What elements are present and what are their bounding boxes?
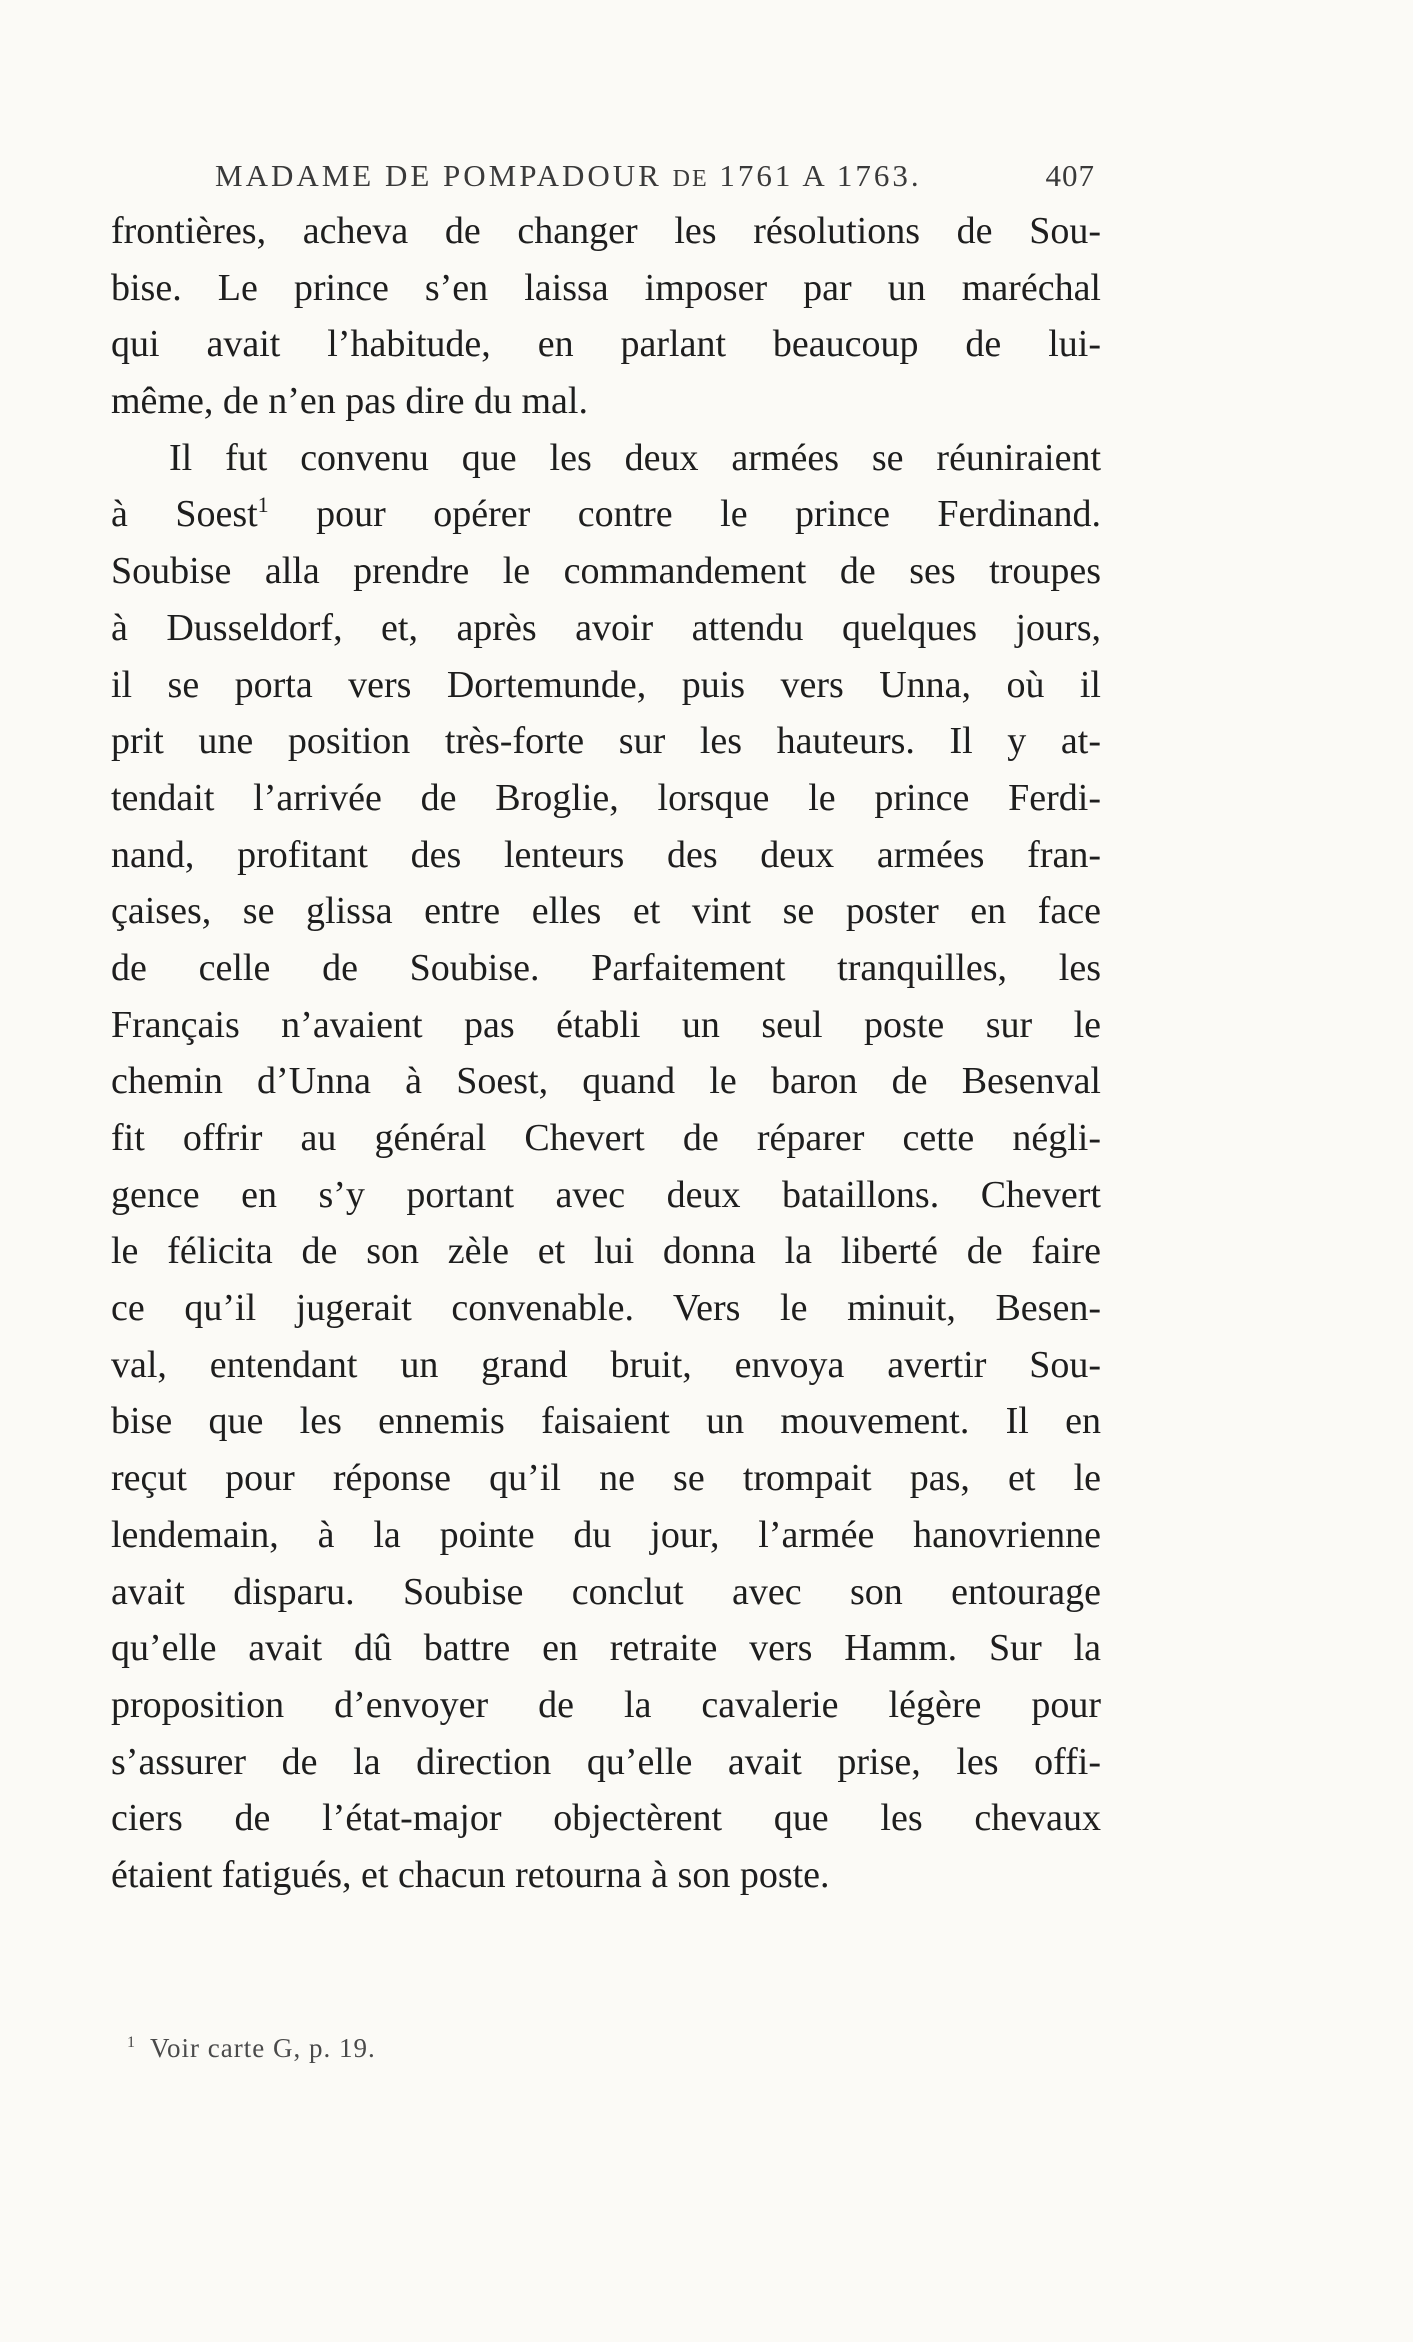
text-line: Soubise alla prendre le commandement de ses troupes: [111, 550, 1101, 593]
text-line: lendemain, à la pointe du jour, l’armée hanovrienne: [111, 1513, 1101, 1556]
text-line: le félicita de son zèle et lui donna la liberté de faire: [111, 1230, 1101, 1273]
running-head-title-years: 1761 A 1763.: [719, 158, 922, 193]
text-line: val, entendant un grand bruit, envoya avertir Sou-: [111, 1343, 1101, 1386]
running-head-title-small: DE: [672, 166, 709, 192]
text-line: prit une position très-forte sur les hauteurs. Il y at-: [111, 720, 1101, 763]
text-line-with-footnote: [111, 486, 1101, 543]
text-fragment: pour opérer contre le prince Ferdinand.: [268, 493, 1101, 536]
running-head-title-main: MADAME DE POMPADOUR: [215, 158, 662, 193]
text-line: s’assurer de la direction qu’elle avait prise, les offi-: [111, 1740, 1101, 1783]
footnote: [127, 2033, 376, 2064]
text-line: même, de n’en pas dire du mal.: [111, 380, 588, 423]
text-line: qu’elle avait dû battre en retraite vers Hamm. Sur la: [111, 1627, 1101, 1670]
text-line: reçut pour réponse qu’il ne se trompait pas, et le: [111, 1457, 1101, 1500]
text-line: chemin d’Unna à Soest, quand le baron de Besenval: [111, 1060, 1101, 1103]
text-line: étaient fatigués, et chacun retourna à son poste.: [111, 1853, 830, 1896]
text-line: à Dusseldorf, et, après avoir attendu quelques jours,: [111, 606, 1101, 649]
running-head: [215, 158, 1095, 198]
footnote-marker: 1: [127, 2034, 136, 2051]
text-line: ciers de l’état-major objectèrent que les chevaux: [111, 1797, 1101, 1840]
body-text: [111, 203, 1101, 1904]
text-line: gence en s’y portant avec deux bataillons. Chevert: [111, 1173, 1101, 1216]
page-number: 407: [1045, 158, 1095, 193]
text-line: bise. Le prince s’en laissa imposer par un maréchal: [111, 266, 1101, 309]
text-line: de celle de Soubise. Parfaitement tranquilles, les: [111, 946, 1101, 989]
text-line: tendait l’arrivée de Broglie, lorsque le prince Ferdi-: [111, 776, 1101, 819]
text-line: Français n’avaient pas établi un seul poste sur le: [111, 1003, 1101, 1046]
footnote-text: Voir carte G, p. 19.: [150, 2033, 376, 2063]
text-line: bise que les ennemis faisaient un mouvement. Il en: [111, 1400, 1101, 1443]
text-line: frontières, acheva de changer les résolutions de Sou-: [111, 210, 1101, 252]
text-line: çaises, se glissa entre elles et vint se poster en face: [111, 890, 1101, 933]
text-line: qui avait l’habitude, en parlant beaucoup de lui-: [111, 323, 1101, 366]
footnote-reference: 1: [257, 492, 269, 518]
text-line: Il fut convenu que les deux armées se réuniraient: [169, 436, 1101, 479]
running-head-title: [215, 158, 922, 194]
text-line: avait disparu. Soubise conclut avec son entourage: [111, 1570, 1101, 1613]
text-line: ce qu’il jugerait convenable. Vers le minuit, Besen-: [111, 1287, 1101, 1330]
text-line: nand, profitant des lenteurs des deux armées fran-: [111, 833, 1101, 876]
text-fragment: à Soest: [111, 493, 258, 536]
text-line: proposition d’envoyer de la cavalerie légère pour: [111, 1683, 1101, 1726]
text-line: il se porta vers Dortemunde, puis vers Unna, où il: [111, 663, 1101, 706]
text-line: fit offrir au général Chevert de réparer cette négli-: [111, 1117, 1101, 1159]
